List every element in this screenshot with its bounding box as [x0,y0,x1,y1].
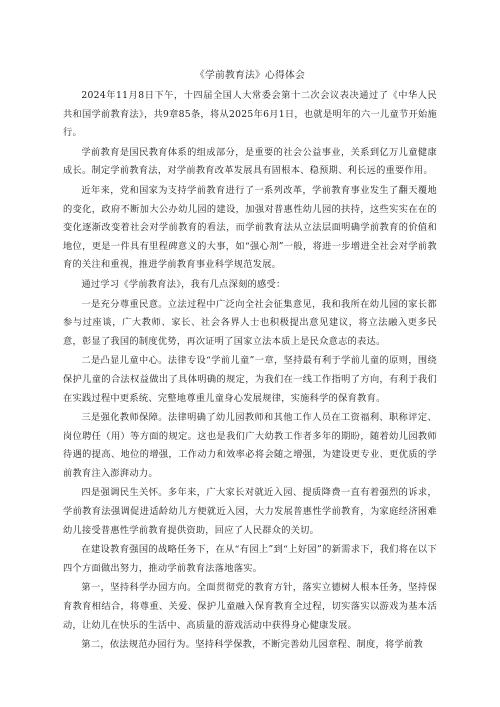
document-title: 《学前教育法》心得体会 [195,70,305,81]
paragraph-feelings-intro: 通过学习《学前教育法》，我有几点深刻的感受： [81,278,286,290]
paragraph-effort-one: 第一，坚持科学办园方向。全面贯彻党的教育方针，落实立德树人根本任务，坚持保育教育相结合，将尊重、关爱、保护儿童融入保育教育全过程，切实落实以游戏为基本活动，让幼儿在快乐的生活中、高质量的游戏活动中获得身心健康发展。 [63,582,437,631]
paragraph-point-one: 一是充分尊重民意。立法过程中广泛向全社会征集意见，我和我所在幼儿园的家长都参与过座谈，广大教师、家长、社会各界人士也积极提出意见建议，将立法融入更多民意，彰显了我国的制度优势，再次证明了国家立法本质上是民众意志的表达。 [63,298,437,347]
paragraph-significance: 学前教育是国民教育体系的组成部分，是重要的社会公益事业，关系到亿万儿童健康成长。制定学前教育法，对学前教育改革发展具有固根本、稳预期、利长远的重要作用。 [63,146,437,177]
paragraph-background: 近年来，党和国家为支持学前教育进行了一系列改革，学前教育事业发生了翻天覆地的变化，政府不断加大公办幼儿园的建设，加强对普惠性幼儿园的扶持，这些实实在在的变化逐渐改变着社会对学前教育的看法，而学前教育法从立法层面明确学前教育的价值和地位，更是一件具有里程碑意义的大事，如“强心剂”一般，将进一步增进全社会对学前教育的关注和重视，推进学前教育事业科学规范发展。 [63,184,437,271]
paragraph-point-two: 二是凸显儿童中心。法律专设“学前儿童”一章，坚持最有利于学前儿童的原则，围绕保护儿童的合法权益做出了具体明确的规定，为我们在一线工作指明了方向，有利于我们在实践过程中更系统、完整地尊重儿童身心发展规律，实施科学的保育教育。 [63,355,437,404]
paragraph-effort-two: 第二，依法规范办园行为。坚持科学保教，不断完善幼儿园章程、制度，将学前教 [81,639,423,651]
paragraph-point-four: 四是强调民生关怀。多年来，广大家长对就近入园、提质降费一直有着强烈的诉求，学前教育法强调促进适龄幼儿方便就近入园，大力发展普惠性学前教育，为家庭经济困难幼儿接受普惠性学前教育提供资助，回应了人民群众的关切。 [63,487,437,536]
paragraph-intro: 2024年11月8日下午，十四届全国人大常委会第十二次会议表决通过了《中华人民共和国学前教育法》，共9章85条，将从2025年6月1日，也就是明年的六一儿童节开始施行。 [63,90,437,139]
paragraph-efforts-intro: 在建设教育强国的战略任务下，在从“有园上”到“上好园”的新需求下，我们将在以下四个方面做出努力，推动学前教育法落地落实。 [63,544,437,574]
paragraph-point-three: 三是强化教师保障。法律明确了幼儿园教师和其他工作人员在工资福利、职称评定、岗位聘任（用）等方面的规定。这也是我们广大幼教工作者多年的期盼，随着幼儿园教师待遇的提高、地位的增强，工作动力和效率必将会随之增强，为建设更专业、更优质的学前教育注入澎湃动力。 [63,412,437,479]
